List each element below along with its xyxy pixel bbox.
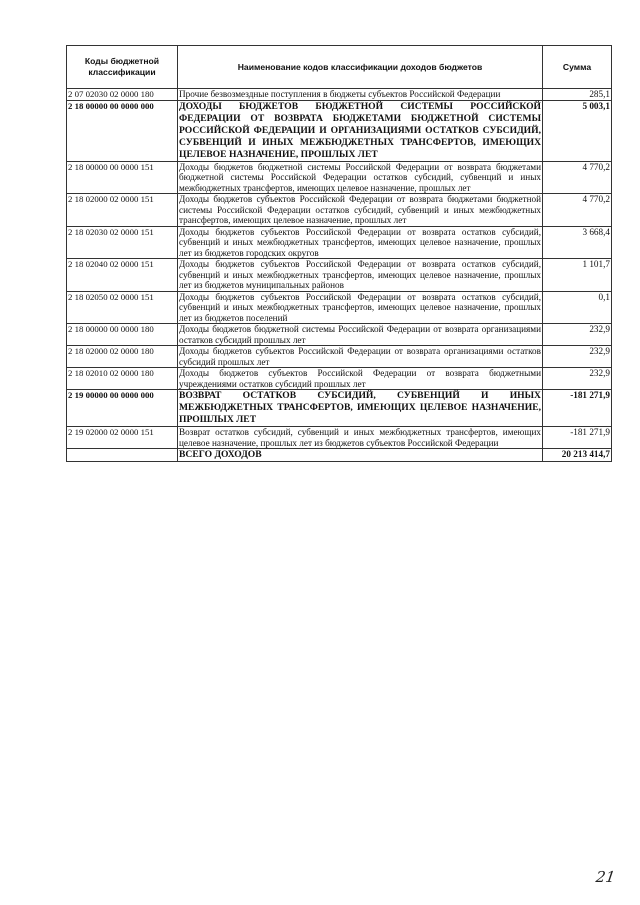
table-row — [67, 390, 612, 427]
row-sum: 4 770,2 — [543, 194, 612, 227]
row-sum: -181 271,9 — [543, 427, 612, 449]
table-row — [67, 427, 612, 449]
row-sum: 0,1 — [543, 291, 612, 324]
row-code — [67, 449, 178, 462]
row-code: 2 18 02000 02 0000 180 — [67, 346, 178, 368]
table-row — [67, 194, 612, 227]
row-code: 2 18 00000 00 0000 180 — [67, 324, 178, 346]
row-name: Доходы бюджетов бюджетной системы Российской Федерации от возврата организациями остатков субсидий прошлых лет — [179, 324, 541, 345]
page-number: 21 — [594, 868, 617, 886]
row-name: Возврат остатков субсидий, субвенций и иных межбюджетных трансфертов, имеющих целевое назначение, прошлых лет из бюджетов субъектов Российской Федерации — [179, 427, 541, 448]
row-name: Доходы бюджетов субъектов Российской Федерации от возврата бюджетными учреждениями остатков субсидий прошлых лет — [179, 368, 541, 389]
row-sum: 285,1 — [543, 89, 612, 101]
header-code: Коды бюджетной классификации — [67, 46, 178, 89]
table-row — [67, 100, 612, 161]
table-row — [67, 291, 612, 324]
row-code: 2 18 02050 02 0000 151 — [67, 291, 178, 324]
row-sum: 4 770,2 — [543, 161, 612, 194]
total-sum: 20 213 414,7 — [543, 449, 612, 462]
revenue-table — [66, 45, 612, 462]
total-label: ВСЕГО ДОХОДОВ — [178, 449, 543, 462]
row-code: 2 18 00000 00 0000 000 — [67, 100, 178, 161]
row-name: Доходы бюджетов субъектов Российской Федерации от возврата остатков субсидий, субвенций и иных межбюджетных трансфертов, имеющих целевое назначение, прошлых лет из бюджетов городских округов — [179, 226, 541, 258]
table-row — [67, 368, 612, 390]
row-code: 2 07 02030 02 0000 180 — [67, 89, 178, 101]
table-row — [67, 324, 612, 346]
table-header-row — [67, 46, 612, 89]
row-code: 2 18 02030 02 0000 151 — [67, 226, 178, 259]
total-row — [67, 449, 612, 462]
row-code: 2 18 02040 02 0000 151 — [67, 259, 178, 292]
row-sum: 232,9 — [543, 346, 612, 368]
row-name: Доходы бюджетов субъектов Российской Федерации от возврата бюджетами бюджетной системы Российской Федерации остатков субсидий, субвенций и иных межбюджетных трансфертов, имеющих целевое назначение, прошлых лет — [179, 194, 541, 225]
row-sum: -181 271,9 — [543, 390, 612, 427]
row-name: Доходы бюджетов субъектов Российской Федерации от возврата остатков субсидий, субвенций и иных межбюджетных трансфертов, имеющих целевое назначение, прошлых лет из бюджетов муниципальных районов — [179, 259, 541, 290]
row-sum: 3 668,4 — [543, 226, 612, 259]
header-sum: Сумма — [543, 46, 612, 89]
row-name: Доходы бюджетов бюджетной системы Российской Федерации от возврата бюджетами бюджетной системы Российской Федерации остатков субсидий, субвенций и иных межбюджетных трансфертов, имеющих целевое назначение, прошлых лет — [179, 161, 541, 193]
row-sum: 5 003,1 — [543, 100, 612, 161]
row-sum: 1 101,7 — [543, 259, 612, 292]
table-row — [67, 89, 612, 101]
row-name: ВОЗВРАТ ОСТАТКОВ СУБСИДИЙ, СУБВЕНЦИЙ И ИНЫХ МЕЖБЮДЖЕТНЫХ ТРАНСФЕРТОВ, ИМЕЮЩИХ ЦЕЛЕВОЕ НАЗНАЧЕНИЕ, ПРОШЛЫХ ЛЕТ — [179, 390, 541, 425]
row-code: 2 19 02000 02 0000 151 — [67, 427, 178, 449]
row-code: 2 18 02010 02 0000 180 — [67, 368, 178, 390]
row-name: Доходы бюджетов субъектов Российской Федерации от возврата организациями остатков субсидий прошлых лет — [179, 346, 541, 367]
table-row — [67, 226, 612, 259]
table-row — [67, 161, 612, 194]
table-row — [67, 259, 612, 292]
header-name: Наименование кодов классификации доходов бюджетов — [178, 46, 543, 89]
row-code: 2 19 00000 00 0000 000 — [67, 390, 178, 427]
row-code: 2 18 00000 00 0000 151 — [67, 161, 178, 194]
row-name: ДОХОДЫ БЮДЖЕТОВ БЮДЖЕТНОЙ СИСТЕМЫ РОССИЙСКОЙ ФЕДЕРАЦИИ ОТ ВОЗВРАТА БЮДЖЕТАМИ БЮДЖЕТНОЙ СИСТЕМЫ РОССИЙСКОЙ ФЕДЕРАЦИИ И ОРГАНИЗАЦИЯМИ ОСТАТКОВ СУБСИДИЙ, СУБВЕНЦИЙ И ИНЫХ МЕЖБЮДЖЕТНЫХ ТРАНСФЕРТОВ, ИМЕЮЩИХ ЦЕЛЕВОЕ НАЗНАЧЕНИЕ, ПРОШЛЫХ ЛЕТ — [179, 100, 541, 160]
row-name: Прочие безвозмездные поступления в бюджеты субъектов Российской Федерации — [178, 89, 543, 101]
table-row — [67, 346, 612, 368]
row-code: 2 18 02000 02 0000 151 — [67, 194, 178, 227]
row-sum: 232,9 — [543, 324, 612, 346]
row-sum: 232,9 — [543, 368, 612, 390]
row-name: Доходы бюджетов субъектов Российской Федерации от возврата остатков субсидий, субвенций и иных межбюджетных трансфертов, имеющих целевое назначение, прошлых лет из бюджетов поселений — [179, 291, 541, 323]
